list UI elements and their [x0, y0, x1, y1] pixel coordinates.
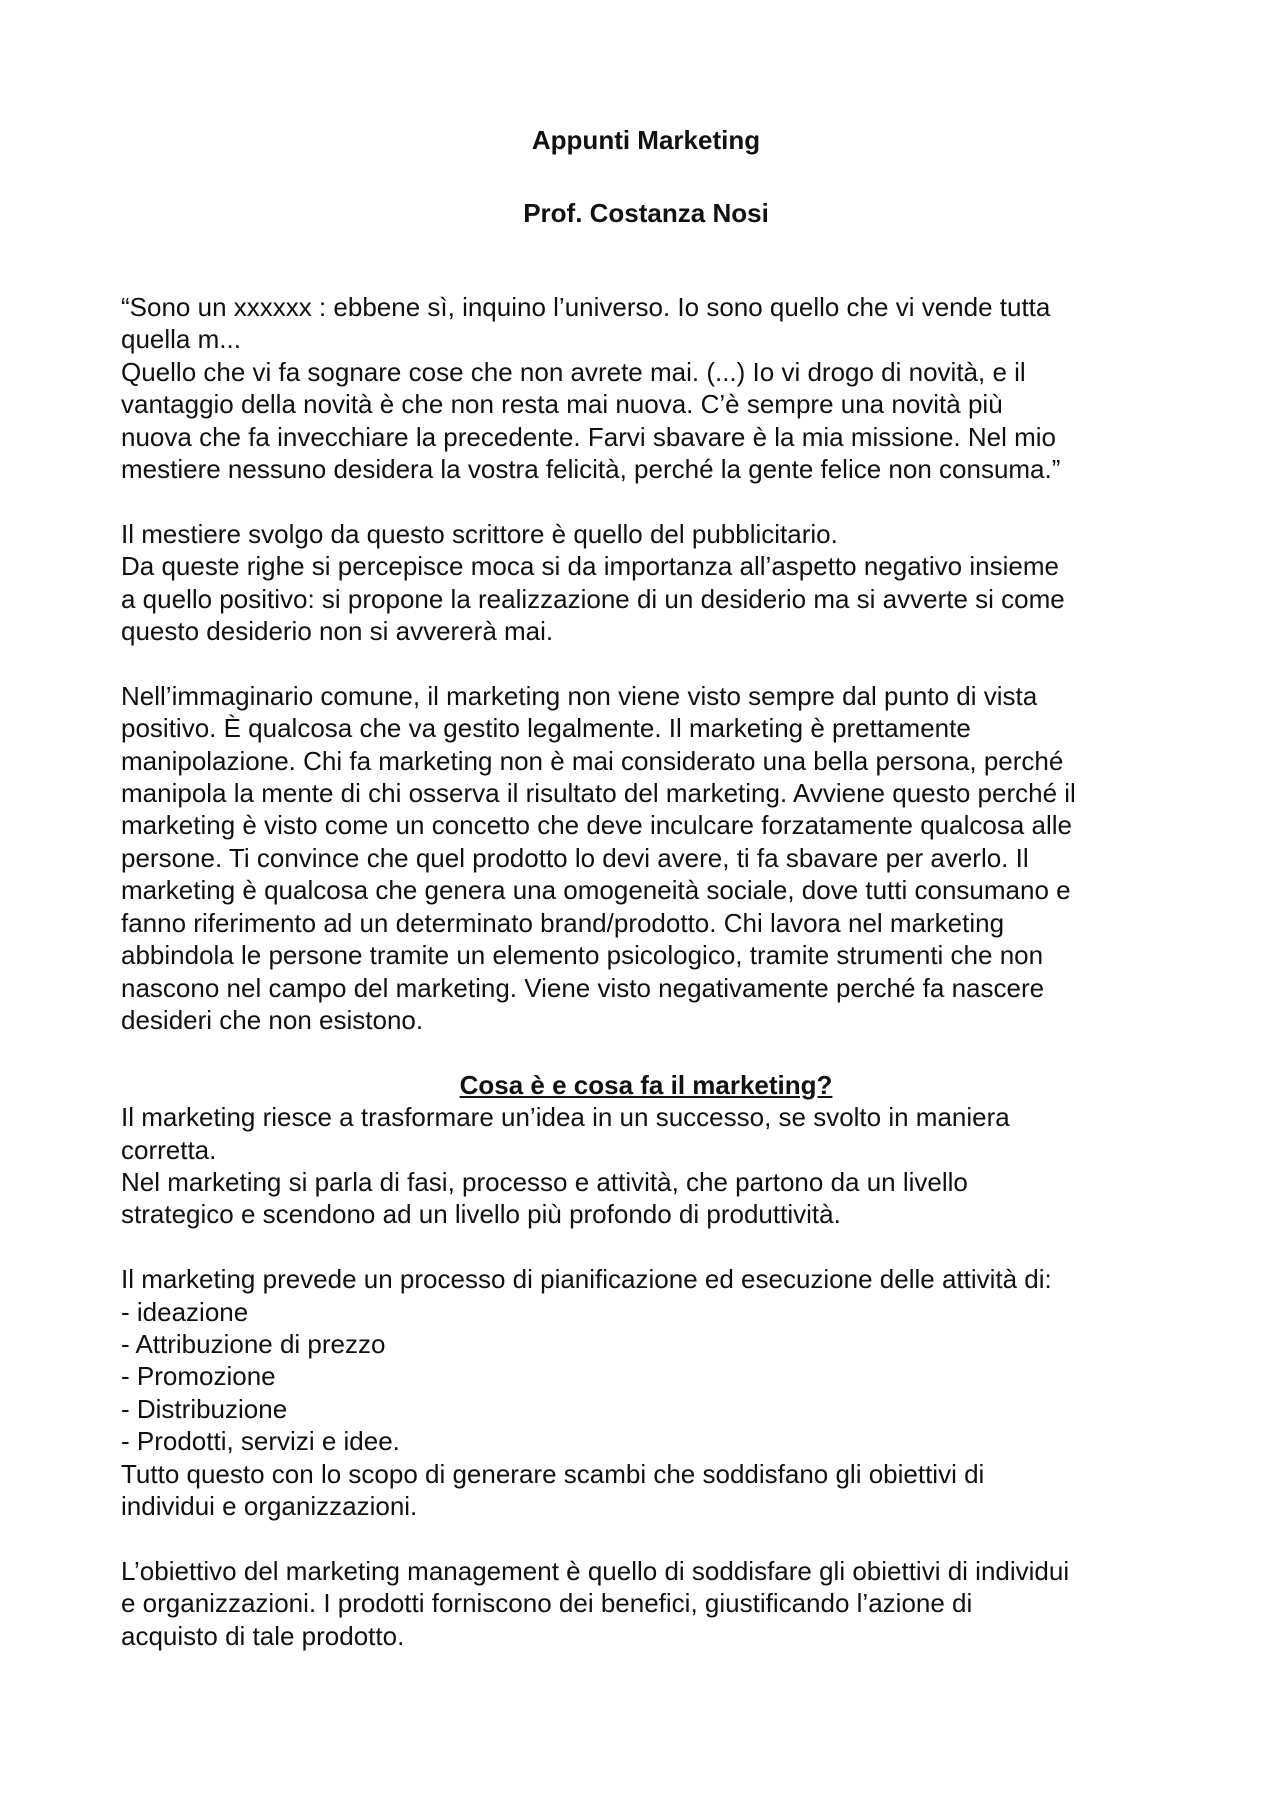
section-heading: Cosa è e cosa fa il marketing? [459, 1069, 833, 1100]
paragraph-spacer [121, 1231, 1171, 1263]
list-item: - Attribuzione di prezzo [121, 1328, 386, 1359]
list-item: - ideazione [121, 1296, 249, 1327]
document-title: Appunti Marketing [531, 125, 761, 155]
paragraph-spacer [121, 647, 1171, 679]
document-author: Prof. Costanza Nosi [523, 198, 769, 228]
list-outro: Tutto questo con lo scopo di generare scambi che soddisfano gli obiettivi di individui e organizzazioni. [121, 1458, 985, 1521]
paragraph-copywriter: Il mestiere svolgo da questo scrittore è quello del pubblicitario. Da queste righe si percepisce moca si da importanza all’aspetto negativo insieme a quello positivo: si propone la realizzazione di un desiderio ma si avverte si come questo desiderio non si avvererà mai. [121, 518, 1065, 647]
paragraph-definition: Il marketing riesce a trasformare un’idea in un successo, se svolto in maniera corretta. Nel marketing si parla di fasi, processo e attività, che partono da un livello strategico e scendono ad un livello più profondo di produttività. [121, 1102, 1010, 1230]
paragraph-perception: Nell’immaginario comune, il marketing non viene visto sempre dal punto di vista positivo. È qualcosa che va gestito legalmente. Il marketing è prettamente manipolazione. Chi fa marketing non è mai considerato una bella persona, perché manipola la mente di chi osserva il risultato del marketing. Avviene questo perché il marketing è visto come un concetto che deve inculcare forzatamente qualcosa alle persone. Ti convince che quel prodotto lo devi avere, ti fa sbavare per averlo. Il marketing è qualcosa che genera una omogeneità sociale, dove tutti consumano e fanno riferimento ad un determinato brand/prodotto. Chi lavora nel marketing abbindola le persone tramite un elemento psicologico, tramite strumenti che non nascono nel campo del marketing. Viene visto negativamente perché fa nascere desideri che non esistono. [121, 680, 1076, 1035]
paragraph-objective: L’obiettivo del marketing management è quello di soddisfare gli obiettivi di individui e organizzazioni. I prodotti forniscono dei benefici, giustificando l’azione di acquisto di tale prodotto. [121, 1555, 1070, 1651]
paragraph-spacer [121, 485, 1171, 517]
paragraph-spacer [121, 1522, 1171, 1554]
document-body [121, 291, 1171, 1652]
list-item: - Prodotti, servizi e idee. [121, 1426, 400, 1457]
opening-quote: “Sono un xxxxxx : ebbene sì, inquino l’universo. Io sono quello che vi vende tutta quella m... Quello che vi fa sognare cose che non avrete mai. (...) Io vi drogo di novità, e il vantaggio della novità è che non resta mai nuova. C’è sempre una novità più nuova che fa invecchiare la precedente. Farvi sbavare è la mia missione. Nel mio mestiere nessuno desidera la vostra felicità, perché la gente felice non consuma.” [121, 292, 1061, 485]
list-item: - Distribuzione [121, 1393, 288, 1424]
paragraph-spacer [121, 1036, 1171, 1068]
list-item: - Promozione [121, 1361, 276, 1392]
activities-list [121, 1296, 1171, 1458]
list-intro: Il marketing prevede un processo di pianificazione ed esecuzione delle attività di: [121, 1264, 1052, 1295]
